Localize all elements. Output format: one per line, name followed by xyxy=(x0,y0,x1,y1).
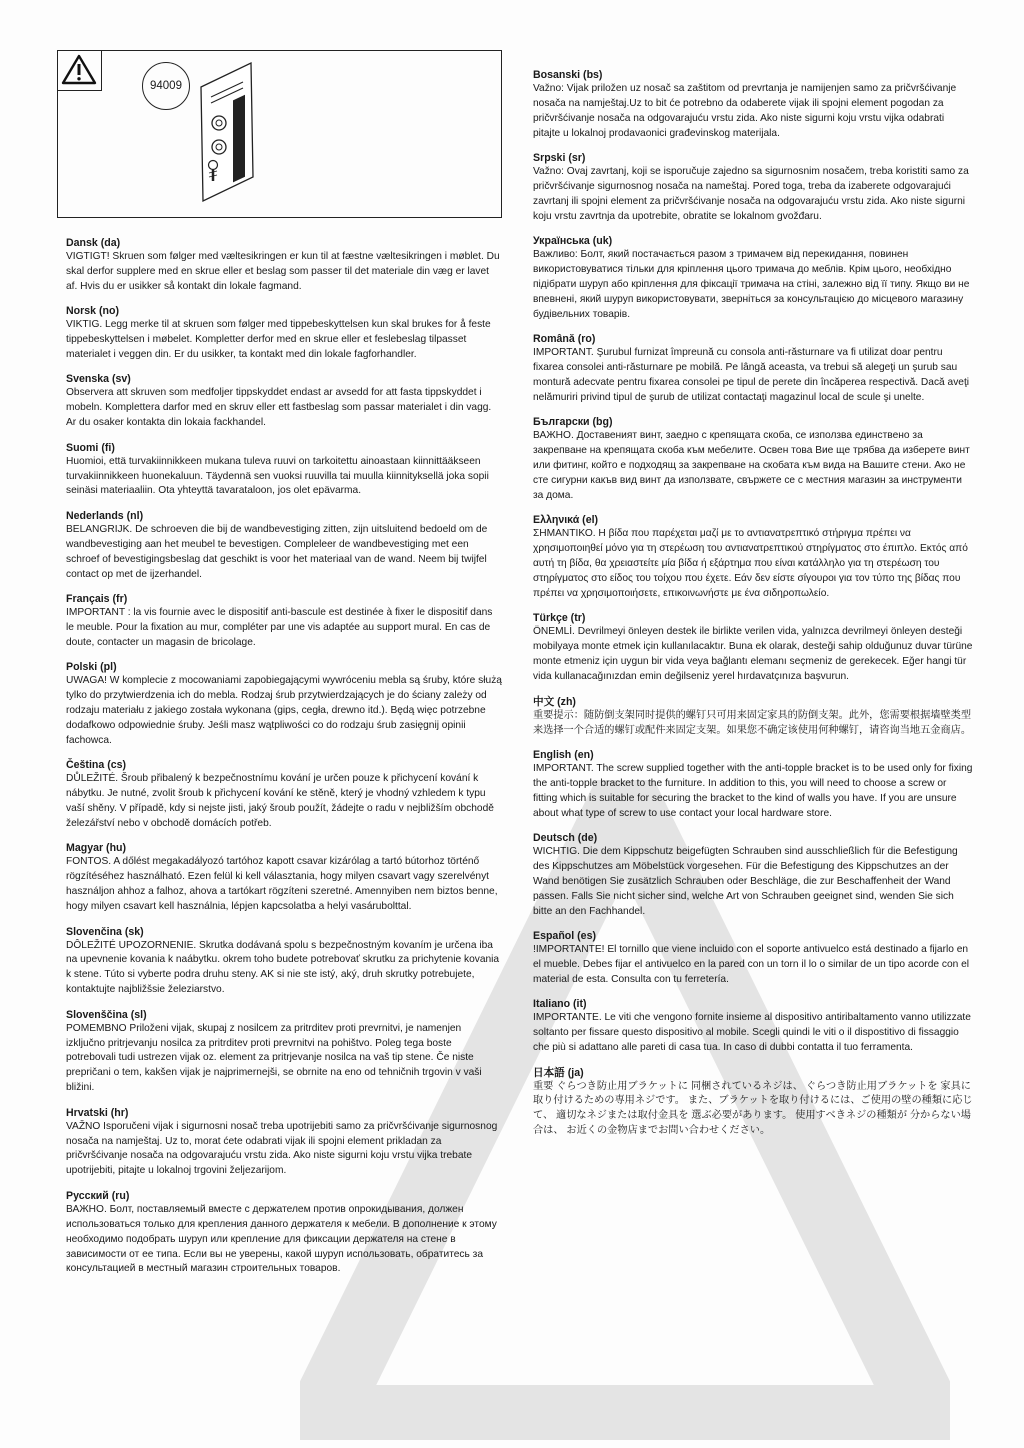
section-title: Dansk (da) xyxy=(66,237,121,249)
section-text: VIGTIGT! Skruen som følger med væltesikringen er kun til at fæstne væltesikringen i møblet. Du skal derfor supplere med en skrue eller et beslag som passer til det materiale din væg er lavet af. Hvis du er usikker så kontakt din lokale fagmand. xyxy=(66,251,500,292)
section-text: ÖNEMLİ. Devrilmeyi önleyen destek ile birlikte verilen vida, yalnızca devrilmeyi önleyen desteği mobilyaya monte etmek için kullanılacaktır. Buna ek olarak, desteği sahip olduğunuz duvar türüne monte etmeniz için uygun bir vida veya bağlantı elemanı seçmeniz de gerekecek. Eğer hangi tür vida kullanacağınızdan emin değilseniz yerel hırdavatçınıza başvurun. xyxy=(533,626,973,683)
section-title: English (en) xyxy=(533,748,594,761)
section-title: Magyar (hu) xyxy=(66,842,127,855)
lang-section-da xyxy=(66,236,502,295)
section-title: Slovenščina (sl) xyxy=(66,1008,147,1021)
lang-section-ru xyxy=(66,1189,502,1278)
section-text: Važno: Vijak priložen uz nosač sa zaštitom od prevrtanja je namijenjen samo za pričvršćivanje nosača na namještaj.Uz to bit će potrebno da odaberete vijak ili spojni element pogodan za pričvršćivanje nosača na odgovarajuću vrstu zida. Ako niste sigurni koju vrstu vijka odabrati pitajte u lokalnoj prodavaonici građevinskog materijala. xyxy=(533,83,957,139)
section-text: Observera att skruven som medfoljer tippskyddet endast ar avsedd for att fasta tippskyddet i mobeln. Komplettera darfor med en skruv eller ett fastbeslag som passar materialet i din vagg. Ar du osaker kontakta din lokaia fackhandel. xyxy=(66,387,492,429)
anti-topple-bracket-illustration xyxy=(193,57,273,207)
section-title: Ελληνικά (el) xyxy=(533,514,599,527)
lang-section-zh xyxy=(533,695,973,739)
section-text: DŮLEŽITÉ. Šroub přibalený k bezpečnostnímu kování je určen pouze k přichycení kování k nábytku. Je nutné, zvolit šroub k přichycení kování ke stěně, který je vhodný vzhledem k typu vaší shěny. V případě, kdy si nejste jisti, jaký šroub použít, žádejte o radu v nejbližším obchodě železářství nebo v obchodě domácích potřeb. xyxy=(66,773,494,829)
section-title: Nederlands (nl) xyxy=(66,509,144,522)
section-title: Bosanski (bs) xyxy=(533,69,603,81)
section-text: 重要提示：随防倒支架同时提供的螺钉只可用来固定家具的防倒支架。此外，您需要根据墙壁类型来选择一个合适的螺钉或配件来固定支架。如果您不确定该使用何种螺钉，请咨询当地五金商店。 xyxy=(533,709,972,736)
section-title: Français (fr) xyxy=(66,593,128,605)
lang-section-hr xyxy=(66,1106,502,1180)
lang-section-hu xyxy=(66,841,502,915)
section-title: Suomi (fi) xyxy=(66,441,115,454)
section-text: Huomioi, että turvakiinnikkeen mukana tuleva ruuvi on tarkoitettu ainoastaan kiinnittääkseen turvakiinnikkeen huonekaluun. Täydennä sen vuoksi ruuvilla tai muulla kiinnityksellä joka sopii seinäsi materiaaliin. Ota yhteyttä tavarataloon, jos olet epävarma. xyxy=(66,455,489,497)
section-title: Svenska (sv) xyxy=(66,373,131,386)
section-title: Русский (ru) xyxy=(66,1189,130,1202)
lang-section-nl xyxy=(66,509,502,583)
section-text: VAŽNO Isporučeni vijak i sigurnosni nosač treba upotrijebiti samo za pričvršćivanje sigurnosnog nosača na namještaj. Uz to, morat ćete odabrati vijak ili spojni element prikladan za pričvršćivanje nosača na odgovarajuću vrstu zida. Ako niste sigurni koju vrstu vijka trebate upotrijebiti, pitajte u lokalnoj trgovini željezarijom. xyxy=(66,1120,498,1177)
lang-section-no xyxy=(66,304,502,363)
section-title: Türkçe (tr) xyxy=(533,612,586,625)
section-text: POMEMBNO Priloženi vijak, skupaj z nosilcem za pritrditev proti prevrnitvi, je namenjen izključno pritrjevanju nosilca za pritrditev proti prevrnitvi na pohištvo. Poleg tega boste potrebovali tudi ustrezen vijak oz. element za pritrjevanje nosilca na vaš tip stene. Če niste prepričani o tem, kakšen vijak je najprimernejši, se obrnite na eno od tehničnih trgovin v vaši bližini. xyxy=(66,1022,482,1094)
lang-section-uk xyxy=(533,234,973,323)
lang-section-sk xyxy=(66,925,502,999)
lang-section-el xyxy=(533,513,973,602)
section-text: ВАЖНО. Болт, поставляемый вместе с держателем против опрокидывания, должен использоваться только для крепления данного держателя к мебели. В дополнение к этому необходимо подобрать шуруп или крепление для фиксации держателя на стене в зависимости от ее типа. Если вы не уверены, какой шуруп использовать, обратитесь за консультацией в местный магазин строительных товаров. xyxy=(66,1203,497,1275)
section-text: IMPORTANTE. Le viti che vengono fornite insieme al dispositivo antiribaltamento vanno utilizzate soltanto per fissare questo dispositivo al mobile. Scegli quindi le viti o il dispostitivo di fissaggio che più si adattano alle pareti di casa tua. In caso di dubbi contatta il tuo ferramenta. xyxy=(533,1012,971,1054)
lang-section-bg xyxy=(533,415,973,504)
section-text: DÔLEŽITÉ UPOZORNENIE. Skrutka dodávaná spolu s bezpečnostným kovaním je určena iba na upevnenie kovania k naábytku. okrem toho budete potrebovať skrutku za prichytenie kovania k stene. Túto si vyberte podra druhu steny. AK si nie ste istý, aký, druh skrutky potrebujete, kontaktujte najbližšsie železiarstvo. xyxy=(66,939,500,996)
lang-section-ja xyxy=(533,1066,973,1140)
section-text: Важливо: Болт, який постачається разом з тримачем від перекидання, повинен використовуватися тільки для кріплення цього тримача до меблів. Крім цього, необхідно підібрати шуруп або кріплення для фіксації тримача на стіні, залежно від її типу. Якщо ви не впевнені, який шуруп використовувати, зверніться за консультацією до місцевого магазину будівельних товарів. xyxy=(533,249,970,320)
section-text: IMPORTANT : la vis fournie avec le dispositif anti-bascule est destinée à fixer le dispositif dans le meuble. Pour la fixation au mur, compléter par une vis adaptée au support mural. En cas de doute, contacter un magasin de bricolage. xyxy=(66,607,493,648)
part-number-badge: 94009 xyxy=(142,62,190,110)
section-title: Slovenčina (sk) xyxy=(66,925,144,938)
lang-section-tr xyxy=(533,611,973,685)
section-text: ВАЖНО. Доставеният винт, заедно с крепящата скоба, се използва единствено за закрепване на крепящата скоба към мебелите. Освен това Вие ще трябва да изберете винт или фитинг, който е подходящ за закрепване на скобата към вида на Вашите стени. Ако не сте сигурни какъв вид винт да използвате, свържете се с местния магазин за инструменти за дома. xyxy=(533,430,970,502)
section-text: !IMPORTANTE! El tornillo que viene incluido con el soporte antivuelco está destinado a fijarlo en el mueble. Debes fijar el antivuelco en la pared con un torn il lo o similar de un tipo acorde con el material de esta. Consulta con tu ferretería. xyxy=(533,944,970,985)
section-title: Polski (pl) xyxy=(66,661,117,674)
section-text: WICHTIG. Die dem Kippschutz beigefügten Schrauben sind ausschließlich für die Befestigung des Kippschutzes am Möbelstück vorgesehen. Für die Befestigung des Kippschutzes an der Wand benötigen Sie zusätzlich Schrauben oder Beschläge, die zur Beschaffenheit der Wand passen. Falls Sie nicht sicher sind, welche Art von Schrauben geeignet sind, wenden Sie sich bitte an den Fachhandel. xyxy=(533,846,958,917)
lang-section-it xyxy=(533,997,973,1056)
section-text: IMPORTANT. The screw supplied together with the anti-topple bracket is to be used only for fixing the anti-topple bracket to the furniture. In addition to this, you will need to choose a screw or fitting which is suitable for securing the bracket to the kind of walls you have. If you are unsure about what type of screw to use contact your local hardware store. xyxy=(533,762,973,819)
section-title: Български (bg) xyxy=(533,416,613,429)
section-title: Hrvatski (hr) xyxy=(66,1106,129,1119)
section-text: BELANGRIJK. De schroeven die bij de wandbevestiging zitten, zijn uitsluitend bedoeld om de wandbevestiging aan het meubel te bevestigen. Compleleer de wandbevestiging met een schroef of bevestigingsbeslag dat geschikt is voor het materiaal van de wand. Neem bij twijfel contact op met de ijzerhandel. xyxy=(66,523,488,580)
lang-section-sl xyxy=(66,1008,502,1097)
section-text: UWAGA! W komplecie z mocowaniami zapobiegającymi wywróceniu mebla są śruby, które służą tylko do przytwierdzenia ich do mebla. Rodzaj śrub przytwierdzających je do ściany zależy od rodzaju materiału z jakiego została wykonana (gips, cegła, drewno itd.). Będą więc potrzebne dodafkowo odpowiednie śruby. Jeśli masz wątpliwości co do rodzaju śrub zasięgnij opinii fachowca. xyxy=(66,675,502,746)
section-text: 重要 ぐらつき防止用ブラケットに 同梱されているネジは、 ぐらつき防止用ブラケットを 家具に取り付けるための専用ネジです。 また、ブラケットを取り付けるには、ご使用の壁の種類に応じて、 適切なネジまたは取付金具を 選ぶ必要があります。 使用すべきネジの種類が 分からない場合は、 お近くの金物店までお問い合わせください。 xyxy=(533,1080,973,1137)
lang-section-es xyxy=(533,929,973,988)
lang-section-ro xyxy=(533,332,973,406)
section-text: FONTOS. A dőlést megakadályozó tartóhoz kapott csavar kizárólag a tartó bútorhoz történő rögzítéséhez használható. Ezen felül ki kell választania, hogy milyen csavart vagy szerelvényt használjon ahhoz a falhoz, ahova a tartókart rögzíteni szeretné. Amennyiben nem biztos benne, hogy milyen csavart kell használnia, lépjen kapcsolatba a helyi vasárubolttal. xyxy=(66,856,498,913)
lang-section-pl xyxy=(66,660,502,749)
section-title: Srpski (sr) xyxy=(533,152,586,165)
section-title: Español (es) xyxy=(533,930,596,943)
section-title: 中文 (zh) xyxy=(533,695,576,708)
lang-section-sr xyxy=(533,151,973,225)
left-column xyxy=(66,236,502,1287)
section-text: Važno: Ovaj zavrtanj, koji se isporučuje zajedno sa sigurnosnim nosačem, treba koristiti samo za pričvršćivanje sigurnosnog nosača na nameštaj. Pored toga, treba da izaberete odgovarajući zavrtanj ili spojni element za pričvršćivanje nosača na odgovarajuću vrstu zida. Ako niste sigurni koju vrstu zavrtnja da upotrebite, obratite se lokalnom gvožđaru. xyxy=(533,166,969,222)
section-title: Українська (uk) xyxy=(533,235,613,248)
section-title: Italiano (it) xyxy=(533,998,587,1011)
lang-section-fr xyxy=(66,592,502,651)
section-title: Norsk (no) xyxy=(66,305,119,318)
section-text: VIKTIG. Legg merke til at skruen som følger med tippebeskyttelsen kun skal brukes for å feste tippebeskyttelsen i møbelet. Kompletter derfor med en skrue eller et feslebeslag tilpasset materialet i veggen din. Er du usikker, ta kontakt med din lokale fagforhandler. xyxy=(66,319,491,361)
lang-section-cs xyxy=(66,758,502,832)
lang-section-fi xyxy=(66,441,502,500)
section-text: ΣΗΜΑΝΤΙΚΟ. Η βίδα που παρέχεται μαζί με το αντιανατρεπτικό στήριγμα πρέπει να χρησιμοποιηθεί μόνο για τη στερέωση του αντιανατρεπτικού στηρίγματος στο έπιπλο. Εκτός από αυτή τη βίδα, θα χρειαστείτε μία βίδα ή εξάρτημα που είναι κατάλληλο για τη στερέωση του στηρίγματος στο είδος του τοίχου που έχετε. Εάν δεν είστε σίγουροι για τον τύπο της βίδας που πρέπει να χρησιμοποιήσετε, επικοινωνήστε με ένα σιδηροπωλείο. xyxy=(533,528,968,600)
lang-section-bs xyxy=(533,68,973,142)
section-text: IMPORTANT. Şurubul furnizat împreună cu consola anti-răsturnare va fi utilizat doar pentru fixarea consolei anti-răsturnare pe mobilă. Pe lângă aceasta, va trebui să alegeţi un şurub sau montură adecvate pentru fixarea consolei pe tipul de perete din încăperea respectivă. Dacă aveţi nelămuriri privind tipul de şurub de utilizat contactaţi magazinul local de scule şi unelte. xyxy=(533,347,970,403)
lang-section-en xyxy=(533,748,973,822)
warning-box xyxy=(57,50,502,218)
section-title: 日本語 (ja) xyxy=(533,1066,584,1079)
section-title: Deutsch (de) xyxy=(533,832,598,845)
section-title: Čeština (cs) xyxy=(66,759,127,772)
lang-section-sv xyxy=(66,372,502,431)
warning-triangle-icon xyxy=(58,51,102,91)
right-column xyxy=(533,68,973,1149)
lang-section-de xyxy=(533,831,973,920)
section-title: Română (ro) xyxy=(533,333,596,346)
